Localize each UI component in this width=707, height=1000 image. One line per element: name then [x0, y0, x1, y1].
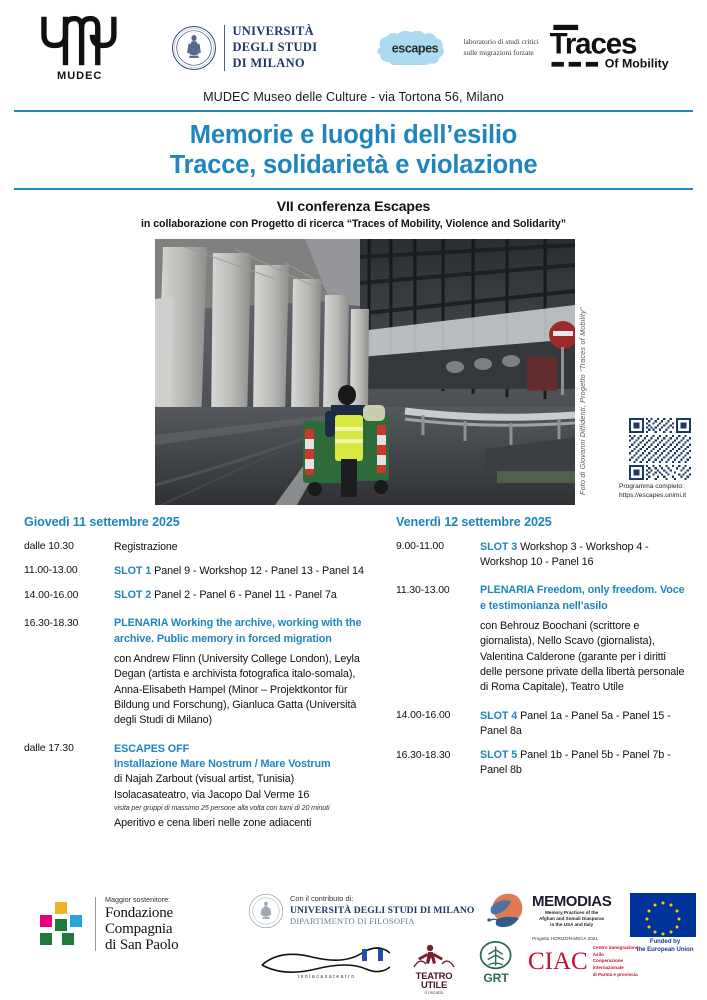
row-desc: Registrazione — [114, 540, 178, 553]
qr-block — [618, 418, 702, 500]
memodias-project-code: Progetto HORIZON-MSCA 2021 — [532, 935, 598, 941]
isolacasateatro-logo — [258, 945, 393, 979]
unimi-seal-icon — [248, 893, 284, 929]
schedule — [0, 515, 707, 903]
unimi-line-1: UNIVERSITÀ — [232, 24, 314, 39]
plenaria-speakers: con Behrouz Boochani (scrittore e giornalista), Nello Scavo (giornalista), Valentina Calderone (garante per i diritti delle persone private della libertà personale di Roma Capitale), Teatro Utile — [480, 619, 685, 694]
memodias-sub-2: Afghan and Somali Diasporas — [539, 916, 605, 922]
schedule-row — [24, 540, 380, 555]
memodias-wordmark: MEMODIAS — [532, 893, 612, 910]
qr-caption-line-1: Programma completo: — [619, 483, 684, 490]
slot-label: SLOT 4 — [480, 709, 518, 722]
photo-credit: Foto di Giovanni Diffidenti, Progetto “Traces of Mobility” — [578, 306, 587, 495]
title-line-2: Tracce, solidarietà e violazione — [169, 150, 538, 179]
csp-grid-icon — [38, 900, 86, 948]
slot-label: SLOT 5 — [480, 749, 518, 762]
schedule-row — [396, 540, 688, 571]
eu-caption-2: the European Union — [636, 946, 694, 953]
row-desc — [480, 709, 688, 740]
csp-name-3: di San Paolo — [105, 936, 179, 953]
contributo-label: Con il contributo di: — [290, 894, 354, 903]
qr-code-icon[interactable] — [629, 418, 691, 480]
row-time: dalle 10.30 — [24, 541, 74, 553]
row-desc — [114, 564, 380, 579]
memodias-sub-1: Memory Practices of the — [545, 910, 599, 915]
schedule-row — [396, 709, 688, 740]
eu-funding-logo — [630, 893, 700, 954]
plenaria-title: PLENARIA Working the archive, working with the archive. Public memory in forced migration — [114, 617, 362, 645]
grt-tree-icon — [478, 941, 513, 971]
installation-artist: di Najah Zarbout (visual artist, Tunisia) — [114, 773, 295, 786]
conference-name: VII conferenza Escapes — [276, 197, 431, 214]
qr-caption — [618, 483, 702, 500]
poster-title — [0, 112, 707, 187]
teatro-line-3: il riscatto — [424, 990, 444, 996]
unimi-seal-icon — [171, 25, 217, 71]
footer-unimi-text — [290, 893, 474, 926]
row-time: 14.00-16.00 — [24, 589, 79, 601]
ciac-logo — [528, 945, 638, 978]
unimi-divider — [224, 25, 225, 71]
ciac-wordmark: CIAC — [528, 948, 588, 976]
escapes-off-title: ESCAPES OFF — [114, 742, 190, 755]
escapes-tagline-1: laboratorio di studi critici — [463, 37, 539, 47]
eu-caption-1: Funded by — [649, 939, 681, 945]
plenaria-title: PLENARIA Freedom, only freedom. Voce e testimonianza nell’asilo — [480, 584, 685, 612]
installation-venue: Isolacasateatro, via Jacopo Dal Verme 16 — [114, 788, 310, 801]
aperitivo-note: Aperitivo e cena liberi nelle zone adiacenti — [114, 817, 312, 830]
mudec-mark-icon — [35, 15, 125, 67]
teatro-line-2: UTILE — [420, 979, 448, 991]
footer-sponsors — [0, 885, 707, 1000]
unimi-line-2: DEGLI STUDI — [232, 40, 318, 55]
isolacasateatro-mark-icon — [258, 945, 393, 979]
main-photograph — [155, 239, 575, 505]
schedule-row-escapes-off — [24, 742, 380, 832]
ciac-sub-4: internazionale — [592, 964, 624, 970]
memodias-subtitle — [532, 910, 611, 929]
venue-line: MUDEC Museo delle Culture - via Tortona 56, Milano — [203, 90, 504, 104]
unimi-line-3: DI MILANO — [232, 55, 305, 70]
photo-area — [0, 239, 707, 505]
collaboration-line: in collaborazione con Progetto di ricerca “Traces of Mobility, Violence and Solidarity” — [141, 217, 566, 230]
plenaria-speakers: con Andrew Flinn (University College London), Leyla Degan (artista e archivista fotografica italo-somala), Anna-Elisabeth Hampel (Minor – Projektkontor für Bildung und Forschung), Gianluca Gatta (Università degli Studi di Milano) — [114, 653, 360, 727]
row-desc — [480, 748, 688, 779]
qr-caption-line-2[interactable]: https://escapes.unimi.it — [619, 491, 687, 499]
row-time: 16.30-18.30 — [24, 617, 79, 629]
day-2-heading: Venerdì 12 settembre 2025 — [396, 514, 552, 529]
row-time: 9.00-11.00 — [396, 541, 444, 553]
row-detail: Panel 9 - Workshop 12 - Panel 13 - Panel 14 — [151, 564, 364, 577]
maggior-sostenitore-label: Maggior sostenitore: — [105, 895, 171, 904]
teatro-utile-logo — [408, 943, 460, 996]
ciac-sub-2: Asilo — [592, 951, 604, 957]
schedule-row — [24, 564, 380, 579]
schedule-row-plenaria — [24, 616, 380, 728]
row-desc — [480, 583, 688, 695]
row-desc — [480, 540, 688, 571]
mudec-wordmark: MUDEC — [57, 69, 103, 82]
traces-subtitle: Of Mobility — [605, 56, 669, 71]
memodias-text — [532, 891, 611, 941]
row-detail: Workshop 3 - Workshop 4 - Workshop 10 - Panel 16 — [480, 540, 649, 568]
memodias-sub-3: in the USA and Italy — [550, 922, 594, 928]
escapes-logo — [374, 31, 543, 65]
csp-divider — [95, 897, 96, 951]
row-detail: Panel 1a - Panel 5a - Panel 15 - Panel 8a — [480, 709, 671, 737]
installation-note: visita per gruppi di massimo 25 persone alla volta con turni di 20 minuti — [114, 804, 330, 813]
ciac-sub-1: Centro immigrazione — [592, 945, 639, 950]
escapes-tagline-2: sulle migrazioni forzate — [463, 48, 534, 57]
row-desc — [114, 742, 380, 832]
eu-flag-icon — [630, 893, 696, 937]
schedule-day-2 — [396, 515, 688, 788]
isolacasateatro-wordmark: isolacasateatro — [298, 974, 356, 979]
eu-funding-caption — [630, 939, 700, 954]
schedule-row — [396, 748, 688, 779]
row-time: 11.30-13.00 — [396, 584, 450, 596]
csp-text — [105, 895, 178, 954]
traces-wordmark: Traces — [549, 27, 637, 61]
memodias-mark-icon — [483, 891, 527, 931]
row-time: 14.00-16.00 — [396, 710, 451, 721]
slot-label: SLOT 1 — [114, 564, 152, 577]
escapes-blob-icon — [374, 31, 456, 65]
teatro-utile-figure-icon — [408, 943, 460, 969]
row-time: dalle 17.30 — [24, 743, 74, 755]
schedule-row-plenaria — [396, 583, 688, 695]
row-desc — [114, 588, 380, 603]
title-rule-bottom — [14, 188, 693, 190]
slot-label: SLOT 2 — [114, 589, 152, 602]
memodias-logo — [483, 891, 611, 941]
schedule-day-1 — [24, 515, 380, 841]
installation-title: Installazione Mare Nostrum / Mare Vostrum — [114, 758, 331, 771]
grt-logo — [470, 941, 522, 984]
traces-mark-icon — [542, 21, 685, 74]
csp-name-2: Compagnia — [105, 920, 173, 937]
escapes-tagline — [464, 37, 539, 58]
footer-unimi-logo — [248, 893, 474, 929]
traces-of-mobility-logo — [542, 21, 685, 74]
row-detail: Panel 2 - Panel 6 - Panel 11 - Panel 7a — [151, 589, 337, 602]
grt-wordmark: GRT — [483, 971, 509, 985]
day-1-heading: Giovedì 11 settembre 2025 — [24, 514, 180, 529]
row-time: 16.30-18.30 — [396, 749, 451, 761]
photo-illustration — [155, 239, 575, 505]
slot-label: SLOT 3 — [480, 540, 518, 553]
sponsor-logo-bar — [0, 0, 707, 92]
ciac-sub-3: Cooperazione — [592, 958, 624, 964]
title-line-1: Memorie e luoghi dell’esilio — [189, 121, 518, 150]
ciac-subtitle — [593, 945, 639, 978]
ciac-sub-5: di Parma e provincia — [592, 971, 638, 977]
csp-name-1: Fondazione — [105, 905, 173, 921]
footer-unimi-name: UNIVERSITÀ DEGLI STUDI DI MILANO — [290, 905, 475, 916]
row-time: 11.00-13.00 — [24, 565, 78, 577]
unimi-logo — [171, 24, 359, 71]
mudec-logo — [18, 15, 141, 82]
footer-dipartimento: DIPARTIMENTO DI FILOSOFIA — [290, 917, 415, 926]
schedule-row — [24, 588, 380, 603]
row-desc — [114, 616, 380, 728]
unimi-wordmark — [232, 24, 317, 71]
row-detail: Panel 1b - Panel 5b - Panel 7b - Panel 8b — [480, 749, 671, 777]
teatro-line-1: TEATRO — [415, 970, 453, 981]
escapes-wordmark: escapes — [391, 41, 438, 56]
compagnia-san-paolo-logo — [38, 895, 178, 954]
